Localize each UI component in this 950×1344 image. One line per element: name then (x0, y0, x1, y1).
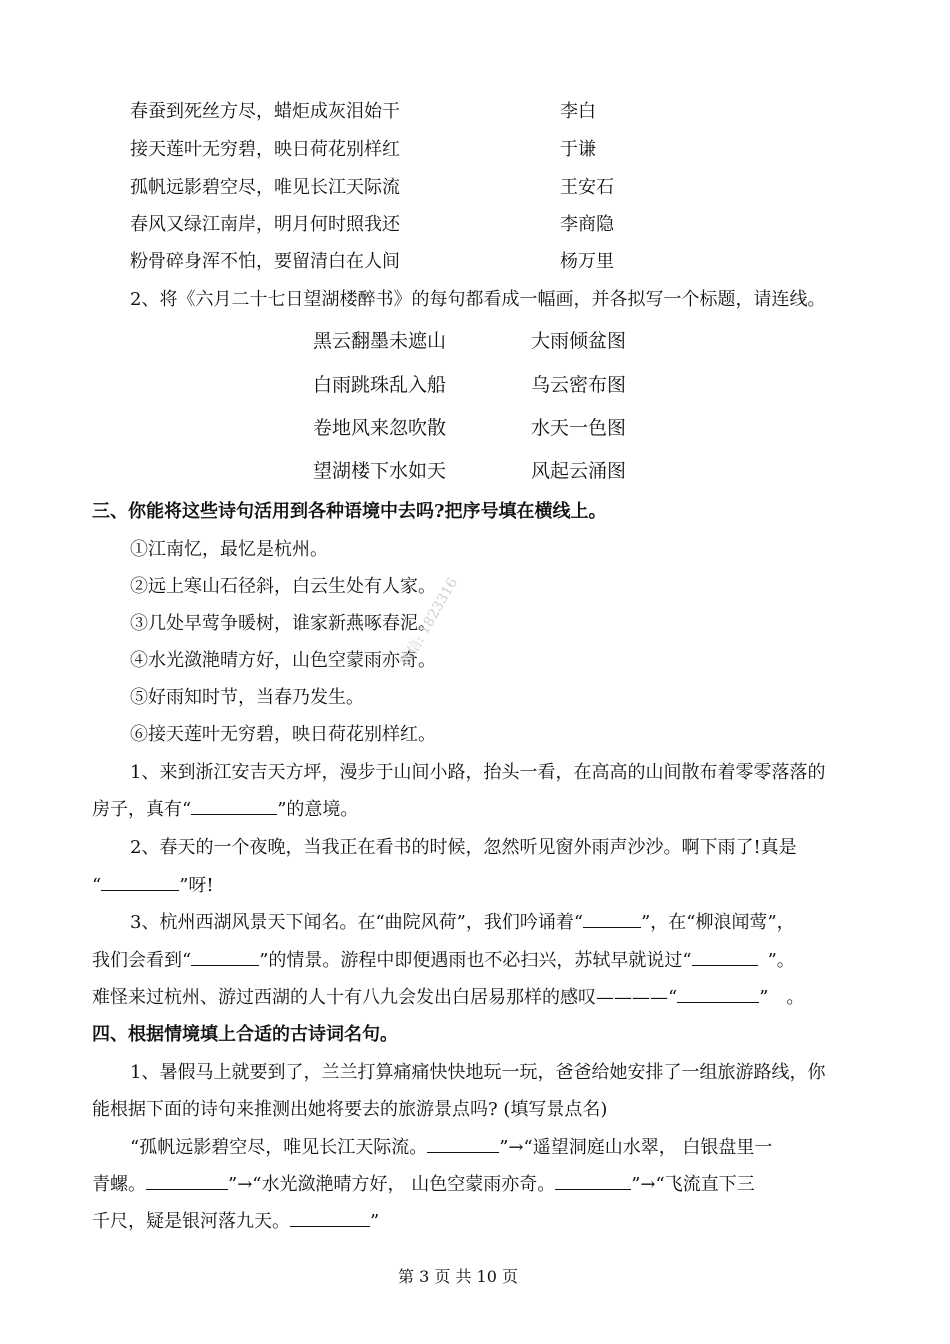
answer-blank[interactable] (191, 798, 277, 815)
picture-title: 大雨倾盆图 (531, 330, 627, 352)
s3-q2-text-b: ”呀! (179, 875, 214, 896)
author-name: 李商隐 (560, 214, 614, 235)
answer-blank[interactable] (427, 1136, 499, 1153)
page-footer: 第 3 页 共 10 页 (398, 1267, 518, 1286)
section4-heading: 四、根据情境填上合适的古诗词名句。 (92, 1024, 398, 1045)
s4-route-line1 (130, 1133, 772, 1159)
poem-line: 孤帆远影碧空尽，唯见长江天际流 (130, 177, 400, 198)
poem-line: 接天莲叶无穷碧，映日荷花别样红 (130, 139, 400, 160)
s3-q3-text-c: 我们会看到“ (92, 950, 192, 971)
s4-route-line3 (92, 1207, 379, 1233)
option-item: ④水光潋滟晴方好，山色空蒙雨亦奇。 (130, 650, 436, 671)
s3-q1-text-a: 房子，真有“ (92, 799, 192, 820)
s3-q3-text-e: ”。 (767, 950, 795, 971)
answer-blank[interactable] (583, 911, 641, 928)
s4-text-a: “孤帆远影碧空尽，唯见长江天际流。 (130, 1137, 428, 1158)
poem-line: 望湖楼下水如天 (313, 460, 447, 482)
option-item: ②远上寒山石径斜，白云生处有人家。 (130, 576, 436, 597)
s3-q3-text-a: 3、杭州西湖风景天下闻名。在“曲院风荷”，我们吟诵着“ (130, 912, 584, 933)
author-name: 王安石 (560, 177, 614, 198)
watermark: 微信: 1823316 (397, 575, 462, 670)
s3-q2-text-a: “ (92, 875, 102, 896)
s3-q3-text-b: ”，在“柳浪闻莺”， (641, 912, 795, 933)
s3-q3-text-g: ” (759, 987, 769, 1008)
poem-line: 粉骨碎身浑不怕，要留清白在人间 (130, 251, 400, 272)
answer-blank[interactable] (555, 1173, 631, 1190)
s4-q1-line1: 1、暑假马上就要到了，兰兰打算痛痛快快地玩一玩，爸爸给她安排了一组旅游路线，你 (130, 1062, 826, 1083)
option-item: ⑥接天莲叶无穷碧，映日荷花别样红。 (130, 724, 436, 745)
option-item: ③几处早莺争暖树，谁家新燕啄春泥。 (130, 613, 436, 634)
option-item: ⑤好雨知时节，当春乃发生。 (130, 687, 364, 708)
poem-line: 白雨跳珠乱入船 (313, 374, 447, 396)
poem-line: 黑云翻墨未遮山 (313, 330, 447, 352)
author-name: 于谦 (560, 139, 596, 160)
s3-q1-text-b: ”的意境。 (277, 799, 359, 820)
author-name: 杨万里 (560, 251, 614, 272)
poem-line: 春蚕到死丝方尽，蜡炬成灰泪始干 (130, 101, 400, 122)
answer-blank[interactable] (191, 949, 259, 966)
s3-q3-line2 (92, 946, 795, 972)
picture-title: 风起云涌图 (531, 460, 627, 482)
picture-title: 水天一色图 (531, 417, 627, 439)
s3-q2-line1: 2、春天的一个夜晚，当我正在看书的时候，忽然听见窗外雨声沙沙。啊下雨了!真是 (130, 837, 797, 858)
option-item: ①江南忆，最忆是杭州。 (130, 539, 328, 560)
s3-q3-line1 (130, 908, 795, 934)
poem-line: 春风又绿江南岸，明月何时照我还 (130, 214, 400, 235)
s4-text-b: ”→“遥望洞庭山水翠， 白银盘里一 (499, 1137, 773, 1158)
answer-blank[interactable] (677, 986, 759, 1003)
s3-q1-line1: 1、来到浙江安吉天方坪，漫步于山间小路，抬头一看，在高高的山间散布着零零落落的 (130, 762, 826, 783)
s3-q3-text-d: ”的情景。游程中即便遇雨也不必扫兴，苏轼早就说过“ (259, 950, 692, 971)
s4-text-c: 青螺。 (92, 1174, 146, 1195)
s4-route-line2 (92, 1170, 755, 1196)
s3-q3-text-f: 难怪来过杭州、游过西湖的人十有八九会发出白居易那样的感叹————“ (92, 987, 678, 1008)
s4-text-e: ”→“飞流直下三 (631, 1174, 755, 1195)
answer-blank[interactable] (692, 949, 758, 966)
s4-text-d: ”→“水光潋滟晴方好， 山色空蒙雨亦奇。 (228, 1174, 556, 1195)
s3-q1-line2 (92, 795, 358, 821)
poem-line: 卷地风来忽吹散 (313, 417, 447, 439)
s3-q2-line2 (92, 871, 214, 897)
s3-q3-text-h: 。 (786, 987, 805, 1008)
q2-instruction: 2、将《六月二十七日望湖楼醉书》的每句都看成一幅画，并各拟写一个标题，请连线。 (130, 289, 826, 310)
section3-heading: 三、你能将这些诗句活用到各种语境中去吗?把序号填在横线上。 (92, 501, 607, 522)
s4-text-g: ” (370, 1211, 380, 1232)
answer-blank[interactable] (146, 1173, 228, 1190)
answer-blank[interactable] (290, 1210, 370, 1227)
picture-title: 乌云密布图 (531, 374, 627, 396)
answer-blank[interactable] (101, 874, 179, 891)
s4-q1-line2: 能根据下面的诗句来推测出她将要去的旅游景点吗? (填写景点名) (92, 1099, 608, 1120)
author-name: 李白 (560, 101, 596, 122)
s3-q3-line3 (92, 983, 804, 1009)
s4-text-f: 千尺，疑是银河落九天。 (92, 1211, 290, 1232)
